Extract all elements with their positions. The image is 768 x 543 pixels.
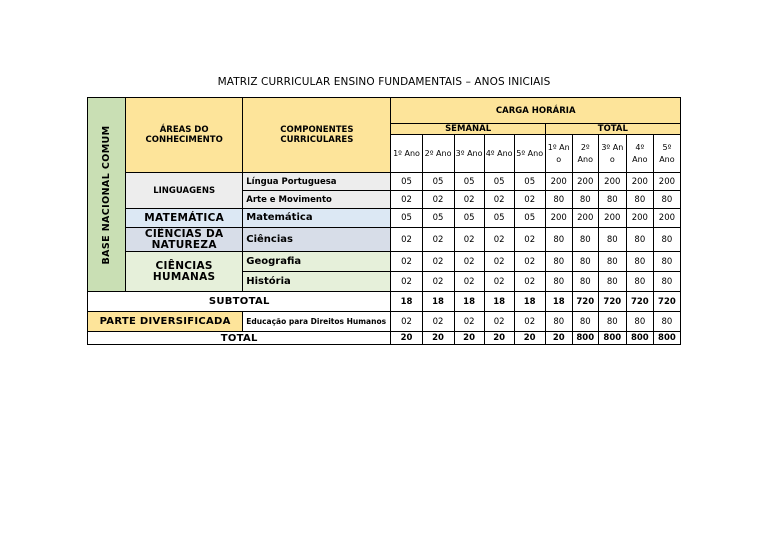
hours-cell: 05: [454, 209, 484, 228]
hours-cell: 02: [391, 191, 422, 209]
total-year-header: 1º An o: [545, 135, 572, 173]
hours-cell: 20: [454, 332, 484, 345]
total-row: [88, 332, 681, 345]
hours-cell: 02: [422, 191, 454, 209]
hours-cell: 18: [514, 292, 545, 312]
hours-cell: 20: [514, 332, 545, 345]
subtotal-label: SUBTOTAL: [88, 292, 391, 312]
areas-header: ÁREAS DO CONHECIMENTO: [126, 98, 243, 173]
hours-cell: 80: [598, 191, 626, 209]
hours-cell: 720: [598, 292, 626, 312]
hours-cell: 80: [626, 228, 653, 252]
hours-cell: 200: [545, 173, 572, 191]
area-ciencias-natureza: CIÊNCIAS DA NATUREZA: [126, 228, 243, 252]
hours-cell: 02: [391, 312, 422, 332]
hours-cell: 80: [626, 312, 653, 332]
hours-cell: 80: [545, 312, 572, 332]
semanal-header: SEMANAL: [391, 124, 545, 135]
hours-cell: 02: [484, 228, 514, 252]
hours-cell: 80: [653, 272, 680, 292]
hours-cell: 20: [484, 332, 514, 345]
hours-cell: 80: [545, 191, 572, 209]
hours-cell: 200: [653, 209, 680, 228]
parte-diversificada-row: [88, 312, 681, 332]
subtotal-row: [88, 292, 681, 312]
hours-cell: 200: [572, 173, 598, 191]
hours-cell: 18: [454, 292, 484, 312]
hours-cell: 02: [454, 252, 484, 272]
hours-cell: 800: [626, 332, 653, 345]
hours-cell: 20: [422, 332, 454, 345]
hours-cell: 02: [484, 312, 514, 332]
total-year-header: 5º Ano: [653, 135, 680, 173]
hours-cell: 200: [598, 173, 626, 191]
table-row: [88, 209, 681, 228]
hours-cell: 80: [626, 252, 653, 272]
hours-cell: 02: [391, 272, 422, 292]
area-linguagens: LINGUAGENS: [126, 173, 243, 209]
carga-horaria-header: CARGA HORÁRIA: [391, 98, 681, 124]
componentes-header: COMPONENTES CURRICULARES: [243, 98, 391, 173]
hours-cell: 80: [653, 191, 680, 209]
total-year-header: 3º An o: [598, 135, 626, 173]
hours-cell: 800: [572, 332, 598, 345]
semanal-year-header: 2º Ano: [422, 135, 454, 173]
hours-cell: 20: [545, 332, 572, 345]
hours-cell: 720: [626, 292, 653, 312]
total-label: TOTAL: [88, 332, 391, 345]
hours-cell: 80: [572, 272, 598, 292]
hours-cell: 800: [653, 332, 680, 345]
hours-cell: 80: [572, 228, 598, 252]
hours-cell: 02: [514, 191, 545, 209]
page-title: MATRIZ CURRICULAR ENSINO FUNDAMENTAIS – ANOS INICIAIS: [217, 76, 551, 88]
hours-cell: 02: [484, 252, 514, 272]
hours-cell: 05: [422, 173, 454, 191]
hours-cell: 80: [653, 312, 680, 332]
hours-cell: 720: [653, 292, 680, 312]
hours-cell: 02: [514, 312, 545, 332]
component-cell: História: [243, 272, 391, 292]
hours-cell: 80: [598, 272, 626, 292]
hours-cell: 800: [598, 332, 626, 345]
hours-cell: 18: [422, 292, 454, 312]
hours-cell: 80: [598, 312, 626, 332]
hours-cell: 05: [484, 173, 514, 191]
hours-cell: 02: [454, 191, 484, 209]
area-matematica: MATEMÁTICA: [126, 209, 243, 228]
total-year-header: 2º Ano: [572, 135, 598, 173]
hours-cell: 80: [572, 252, 598, 272]
hours-cell: 80: [545, 272, 572, 292]
hours-cell: 05: [514, 173, 545, 191]
hours-cell: 80: [626, 272, 653, 292]
hours-cell: 02: [454, 312, 484, 332]
curriculum-matrix-table: [87, 97, 681, 345]
hours-cell: 05: [514, 209, 545, 228]
hours-cell: 80: [545, 228, 572, 252]
hours-cell: 05: [454, 173, 484, 191]
hours-cell: 02: [422, 272, 454, 292]
hours-cell: 02: [484, 272, 514, 292]
hours-cell: 200: [653, 173, 680, 191]
semanal-year-header: 1º Ano: [391, 135, 422, 173]
hours-cell: 02: [422, 312, 454, 332]
hours-cell: 200: [545, 209, 572, 228]
hours-cell: 05: [484, 209, 514, 228]
hours-cell: 18: [484, 292, 514, 312]
component-cell: Geografia: [243, 252, 391, 272]
hours-cell: 02: [514, 272, 545, 292]
hours-cell: 02: [391, 252, 422, 272]
hours-cell: 80: [598, 252, 626, 272]
total-header: TOTAL: [545, 124, 680, 135]
hours-cell: 80: [545, 252, 572, 272]
base-nacional-comum-label: BASE NACIONAL COMUM: [88, 98, 126, 292]
hours-cell: 02: [391, 228, 422, 252]
hours-cell: 02: [422, 228, 454, 252]
hours-cell: 80: [653, 252, 680, 272]
hours-cell: 05: [422, 209, 454, 228]
hours-cell: 02: [454, 228, 484, 252]
hours-cell: 20: [391, 332, 422, 345]
table-row: [88, 173, 681, 191]
hours-cell: 720: [572, 292, 598, 312]
hours-cell: 200: [626, 173, 653, 191]
hours-cell: 05: [391, 209, 422, 228]
hours-cell: 80: [598, 228, 626, 252]
hours-cell: 200: [626, 209, 653, 228]
hours-cell: 200: [598, 209, 626, 228]
component-cell: Língua Portuguesa: [243, 173, 391, 191]
hours-cell: 02: [514, 228, 545, 252]
hours-cell: 02: [514, 252, 545, 272]
hours-cell: 80: [572, 191, 598, 209]
component-cell: Matemática: [243, 209, 391, 228]
hours-cell: 80: [572, 312, 598, 332]
semanal-year-header: 3º Ano: [454, 135, 484, 173]
component-cell: Educação para Direitos Humanos: [243, 312, 391, 332]
semanal-year-header: 5º Ano: [514, 135, 545, 173]
hours-cell: 18: [545, 292, 572, 312]
hours-cell: 05: [391, 173, 422, 191]
hours-cell: 80: [653, 228, 680, 252]
semanal-year-header: 4º Ano: [484, 135, 514, 173]
total-year-header: 4º Ano: [626, 135, 653, 173]
table-row: [88, 252, 681, 272]
table-row: [88, 228, 681, 252]
parte-diversificada-label: PARTE DIVERSIFICADA: [88, 312, 243, 332]
component-cell: Ciências: [243, 228, 391, 252]
hours-cell: 02: [454, 272, 484, 292]
component-cell: Arte e Movimento: [243, 191, 391, 209]
hours-cell: 200: [572, 209, 598, 228]
hours-cell: 02: [422, 252, 454, 272]
hours-cell: 18: [391, 292, 422, 312]
hours-cell: 80: [626, 191, 653, 209]
area-ciencias-humanas: CIÊNCIAS HUMANAS: [126, 252, 243, 292]
hours-cell: 02: [484, 191, 514, 209]
